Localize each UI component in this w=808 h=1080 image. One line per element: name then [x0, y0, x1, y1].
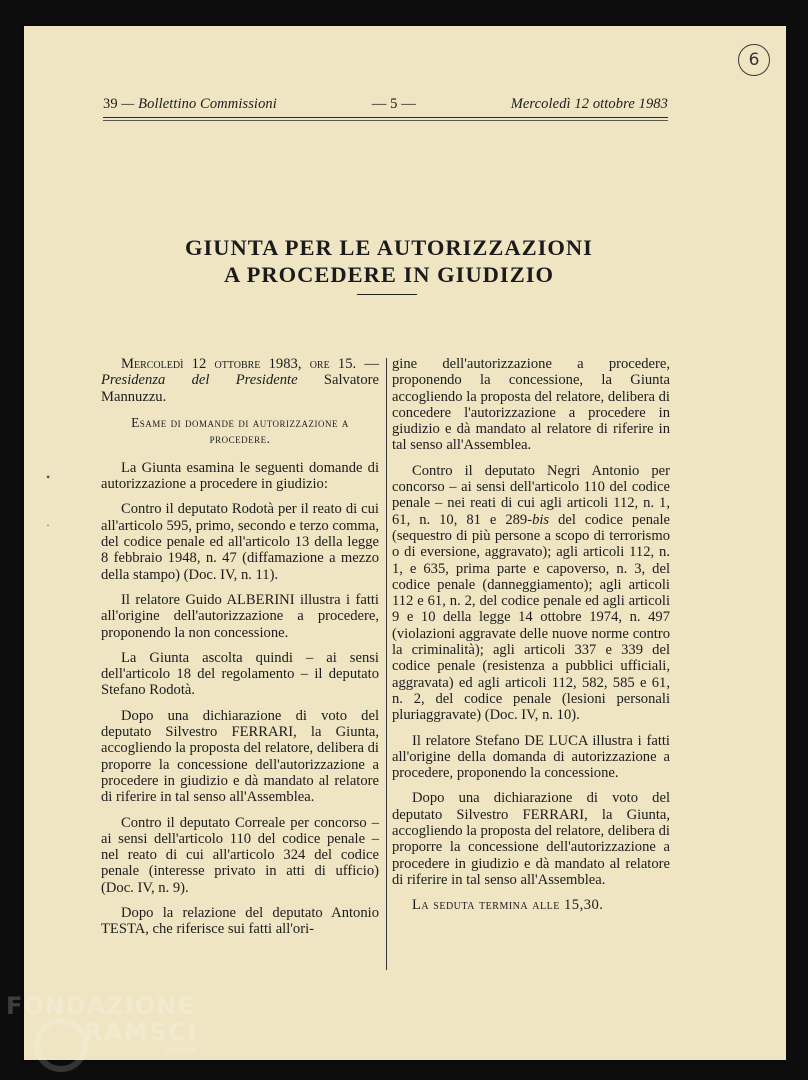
title-line-2: A PROCEDERE IN GIUDIZIO [224, 262, 554, 287]
header-issue-number: 39 [103, 96, 118, 112]
header-rule-secondary [103, 120, 668, 121]
paragraph: Dopo una dichiarazione di voto del deputato Silvestro FERRARI, la Giunta, accogliendo la proposta del relatore, delibera di proporre la concessione dell'autorizzazione a procedere in giudizio e dà mandato al relatore di riferire in tal senso all'Assemblea. [392, 790, 670, 888]
running-header [103, 96, 668, 113]
page-title [103, 234, 675, 288]
negri-bis: bis [532, 511, 550, 528]
session-date: Mercoledì 12 ottobre 1983, ore 15. — [121, 356, 379, 372]
paragraph-negri [392, 463, 670, 724]
header-left [103, 96, 277, 113]
paragraph: Dopo una dichiarazione di voto del deputato Silvestro FERRARI, la Giunta, accogliendo la proposta del relatore, delibera di proporre la concessione dell'autorizzazione a procedere in giudizio e dà mandato al relatore di riferire in tal senso all'Assemblea. [101, 707, 379, 806]
paragraph: La Giunta ascolta quindi – ai sensi dell'articolo 18 del regolamento – il deputato Stefano Rodotà. [101, 649, 379, 699]
presidency-label: Presidenza del Presidente [101, 372, 298, 389]
negri-text-before: Contro il deputato Negri Antonio per concorso – ai sensi dell'articolo 110 del codice penale – nei reati di cui agli articoli 112, n. 1, 61, n. 10, 81 e 289- [392, 462, 670, 528]
paragraph: Il relatore Stefano DE LUCA illustra i fatti all'origine della domanda di autorizzazione a procedere, proponendo la concessione. [392, 732, 670, 782]
handwritten-page-mark: 6 [738, 44, 770, 76]
watermark-line-1: FONDAZIONE [6, 992, 195, 1020]
column-divider [386, 358, 387, 970]
header-rule [103, 117, 668, 118]
paragraph-continuation: gine dell'autorizzazione a procedere, proponendo la concessione, la Giunta accogliendo la proposta del relatore, delibera di concedere l'autorizzazione a procedere in giudizio e dà mandato al relatore di riferire in tal senso all'Assemblea. [392, 356, 670, 454]
opening-paragraph [101, 356, 379, 405]
section-heading: Esame di domande di autorizzazione a procedere. [131, 414, 349, 446]
margin-dot-mark: • [46, 470, 51, 484]
watermark-line-3: onlus [166, 1045, 197, 1056]
paragraph: Il relatore Guido ALBERINI illustra i fatti all'origine dell'autorizzazione a procedere, proponendo la non concessione. [101, 591, 379, 641]
paragraph: La Giunta esamina le seguenti domande di autorizzazione a procedere in giudizio: [101, 459, 379, 493]
margin-dot-mark: · [46, 518, 50, 532]
watermark-line-2: RAMSCI [84, 1018, 198, 1046]
closing-line: La seduta termina alle 15,30. [412, 897, 604, 914]
negri-text-after: del codice penale (sequestro di più persone a scopo di terrorismo o di eversione, aggravato); agli articoli 112, n. 1, e 635, prima parte e capoverso, n. 3, del codice penale (danneggiamento); agli articoli 112 e 61, n. 2, del codice penale ed agli articoli 9 e 10 della legge 14 ottobre 1974, n. 497 (violazioni aggravate delle nuove norme contro la criminalità); agli articoli 337 e 339 del codice penale (resistenza a pubblici ufficiali, aggravata) ed agli articoli 112, 582, 585 e 61, n. 2, del codice penale (lesioni personali pluriaggravate) (Doc. IV, n. 10). [392, 511, 670, 724]
header-page-number: — 5 — [371, 96, 416, 112]
header-date: Mercoledì 12 ottobre 1983 [510, 96, 668, 112]
paragraph: Contro il deputato Correale per concorso – ai sensi dell'articolo 110 del codice penale – nel reato di cui all'articolo 324 del codice penale (interesse privato in atti di ufficio) (Doc. IV, n. 9). [101, 814, 379, 896]
left-column [101, 356, 379, 947]
paragraph: Contro il deputato Rodotà per il reato di cui all'articolo 595, primo, secondo e terzo comma, del codice penale ed all'articolo 13 della legge 8 febbraio 1948, n. 47 (diffamazione a mezzo della stampo) (Doc. IV, n. 11). [101, 501, 379, 583]
paragraph: Dopo la relazione del deputato Antonio TESTA, che riferisce sui fatti all'ori- [101, 905, 379, 938]
title-line-1: GIUNTA PER LE AUTORIZZAZIONI [185, 235, 593, 260]
header-publication: — Bollettino Commissioni [117, 96, 277, 112]
title-rule [357, 294, 417, 295]
right-column [392, 356, 670, 923]
watermark-logo [6, 993, 198, 1057]
president-name: Salvatore Mannuzzu. [101, 372, 379, 405]
